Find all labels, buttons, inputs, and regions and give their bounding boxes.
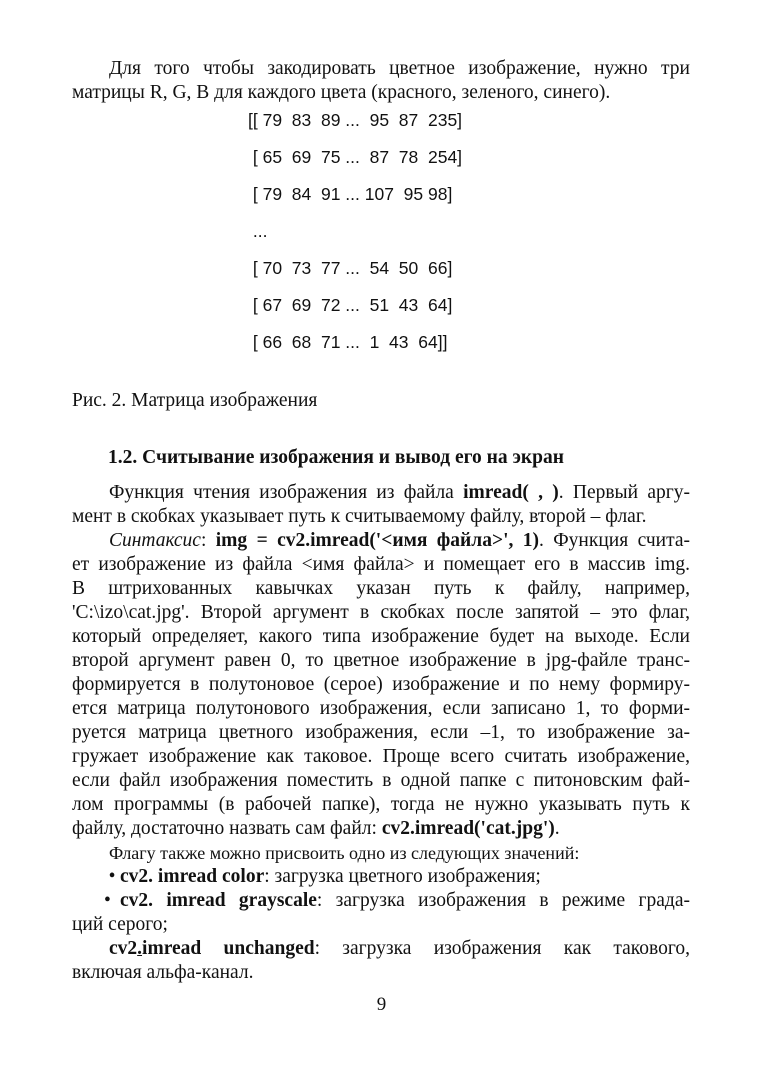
code-imread: imread( , ) xyxy=(463,482,559,503)
para2-line: второй аргумент равен 0, то цветное изображение в jpg-файле транс- xyxy=(72,650,690,671)
bullet-grayscale: • cv2. imread grayscale: загрузка изображения в режиме града- xyxy=(104,890,691,911)
syntax-label: Синтаксис xyxy=(109,530,201,551)
flags-intro: Флагу также можно присвоить одно из следующих значений: xyxy=(109,843,580,863)
image-matrix xyxy=(248,108,463,352)
bullet-grayscale-cont: ций серого; xyxy=(72,914,168,935)
syntax-code: img = cv2.imread('<имя файла>', 1) xyxy=(215,530,540,551)
para2-line: формируется в полутоновое (серое) изображение и по нему формиру- xyxy=(72,674,690,695)
section-heading: 1.2. Считывание изображения и вывод его на экран xyxy=(108,447,564,468)
page-number: 9 xyxy=(376,994,387,1015)
unchanged-line: cv2.imread unchanged: загрузка изображения как такового, xyxy=(109,938,690,959)
bullet-color: • cv2. imread color: загрузка цветного изображения; xyxy=(104,865,690,889)
para2-line: ется матрица полутонового изображения, если записано 1, то форми- xyxy=(72,698,690,719)
code-flag-grayscale: cv2. imread grayscale xyxy=(120,890,317,911)
matrix-row: [[ 79 83 89 ... 95 87 235] xyxy=(248,110,463,130)
para1-line-2: мент в скобках указывает путь к считываемому файлу, второй – флаг. xyxy=(72,506,647,527)
para2-line: В штрихованных кавычках указан путь к файлу, например, xyxy=(72,578,690,599)
code-flag-unchanged: cv2.imread unchanged xyxy=(109,938,315,959)
matrix-row: [ 66 68 71 ... 1 43 64]] xyxy=(248,332,448,352)
code-flag-color: cv2. imread color xyxy=(120,866,265,887)
matrix-row: [ 65 69 75 ... 87 78 254] xyxy=(248,147,463,167)
para2-line: который определяет, какого типа изображение будет на выходе. Если xyxy=(72,626,690,647)
bullet-marker: • xyxy=(108,866,116,887)
para2-line: гружает изображение как таковое. Проще всего считать изображение, xyxy=(72,746,690,767)
syntax-line: Синтаксис: img = cv2.imread('<имя файла>', 1). Функция счита- xyxy=(109,530,690,551)
code-example: cv2.imread('cat.jpg') xyxy=(381,818,555,839)
unchanged-cont: включая альфа-канал. xyxy=(72,962,254,983)
intro-line-1: Для того чтобы закодировать цветное изображение, нужно три xyxy=(109,58,690,79)
matrix-row: [ 67 69 72 ... 51 43 64] xyxy=(248,295,453,315)
para1-line-1: Функция чтения изображения из файла imread( , ). Первый аргу- xyxy=(109,482,690,503)
figure-caption: Рис. 2. Матрица изображения xyxy=(72,390,318,411)
para2-last-line: файлу, достаточно назвать сам файл: cv2.imread('cat.jpg'). xyxy=(72,818,560,839)
matrix-row: [ 70 73 77 ... 54 50 66] xyxy=(248,258,453,278)
bullet-marker: • xyxy=(104,890,111,911)
para2-line: если файл изображения поместить в одной папке с питоновским фай- xyxy=(72,770,690,791)
intro-line-2: матрицы R, G, B для каждого цвета (красного, зеленого, синего). xyxy=(72,82,611,103)
para2-line: лом программы (в рабочей папке), тогда не нужно указывать путь к xyxy=(72,794,690,815)
matrix-row: ... xyxy=(248,221,268,241)
para2-line: 'C:\izo\cat.jpg'. Второй аргумент в скобках после запятой – это флаг, xyxy=(72,602,690,623)
matrix-row: [ 79 84 91 ... 107 95 98] xyxy=(248,184,453,204)
para2-line: ет изображение из файла <имя файла> и помещает его в массив img. xyxy=(72,554,690,575)
para2-line: руется матрица цветного изображения, если –1, то изображение за- xyxy=(72,722,690,743)
